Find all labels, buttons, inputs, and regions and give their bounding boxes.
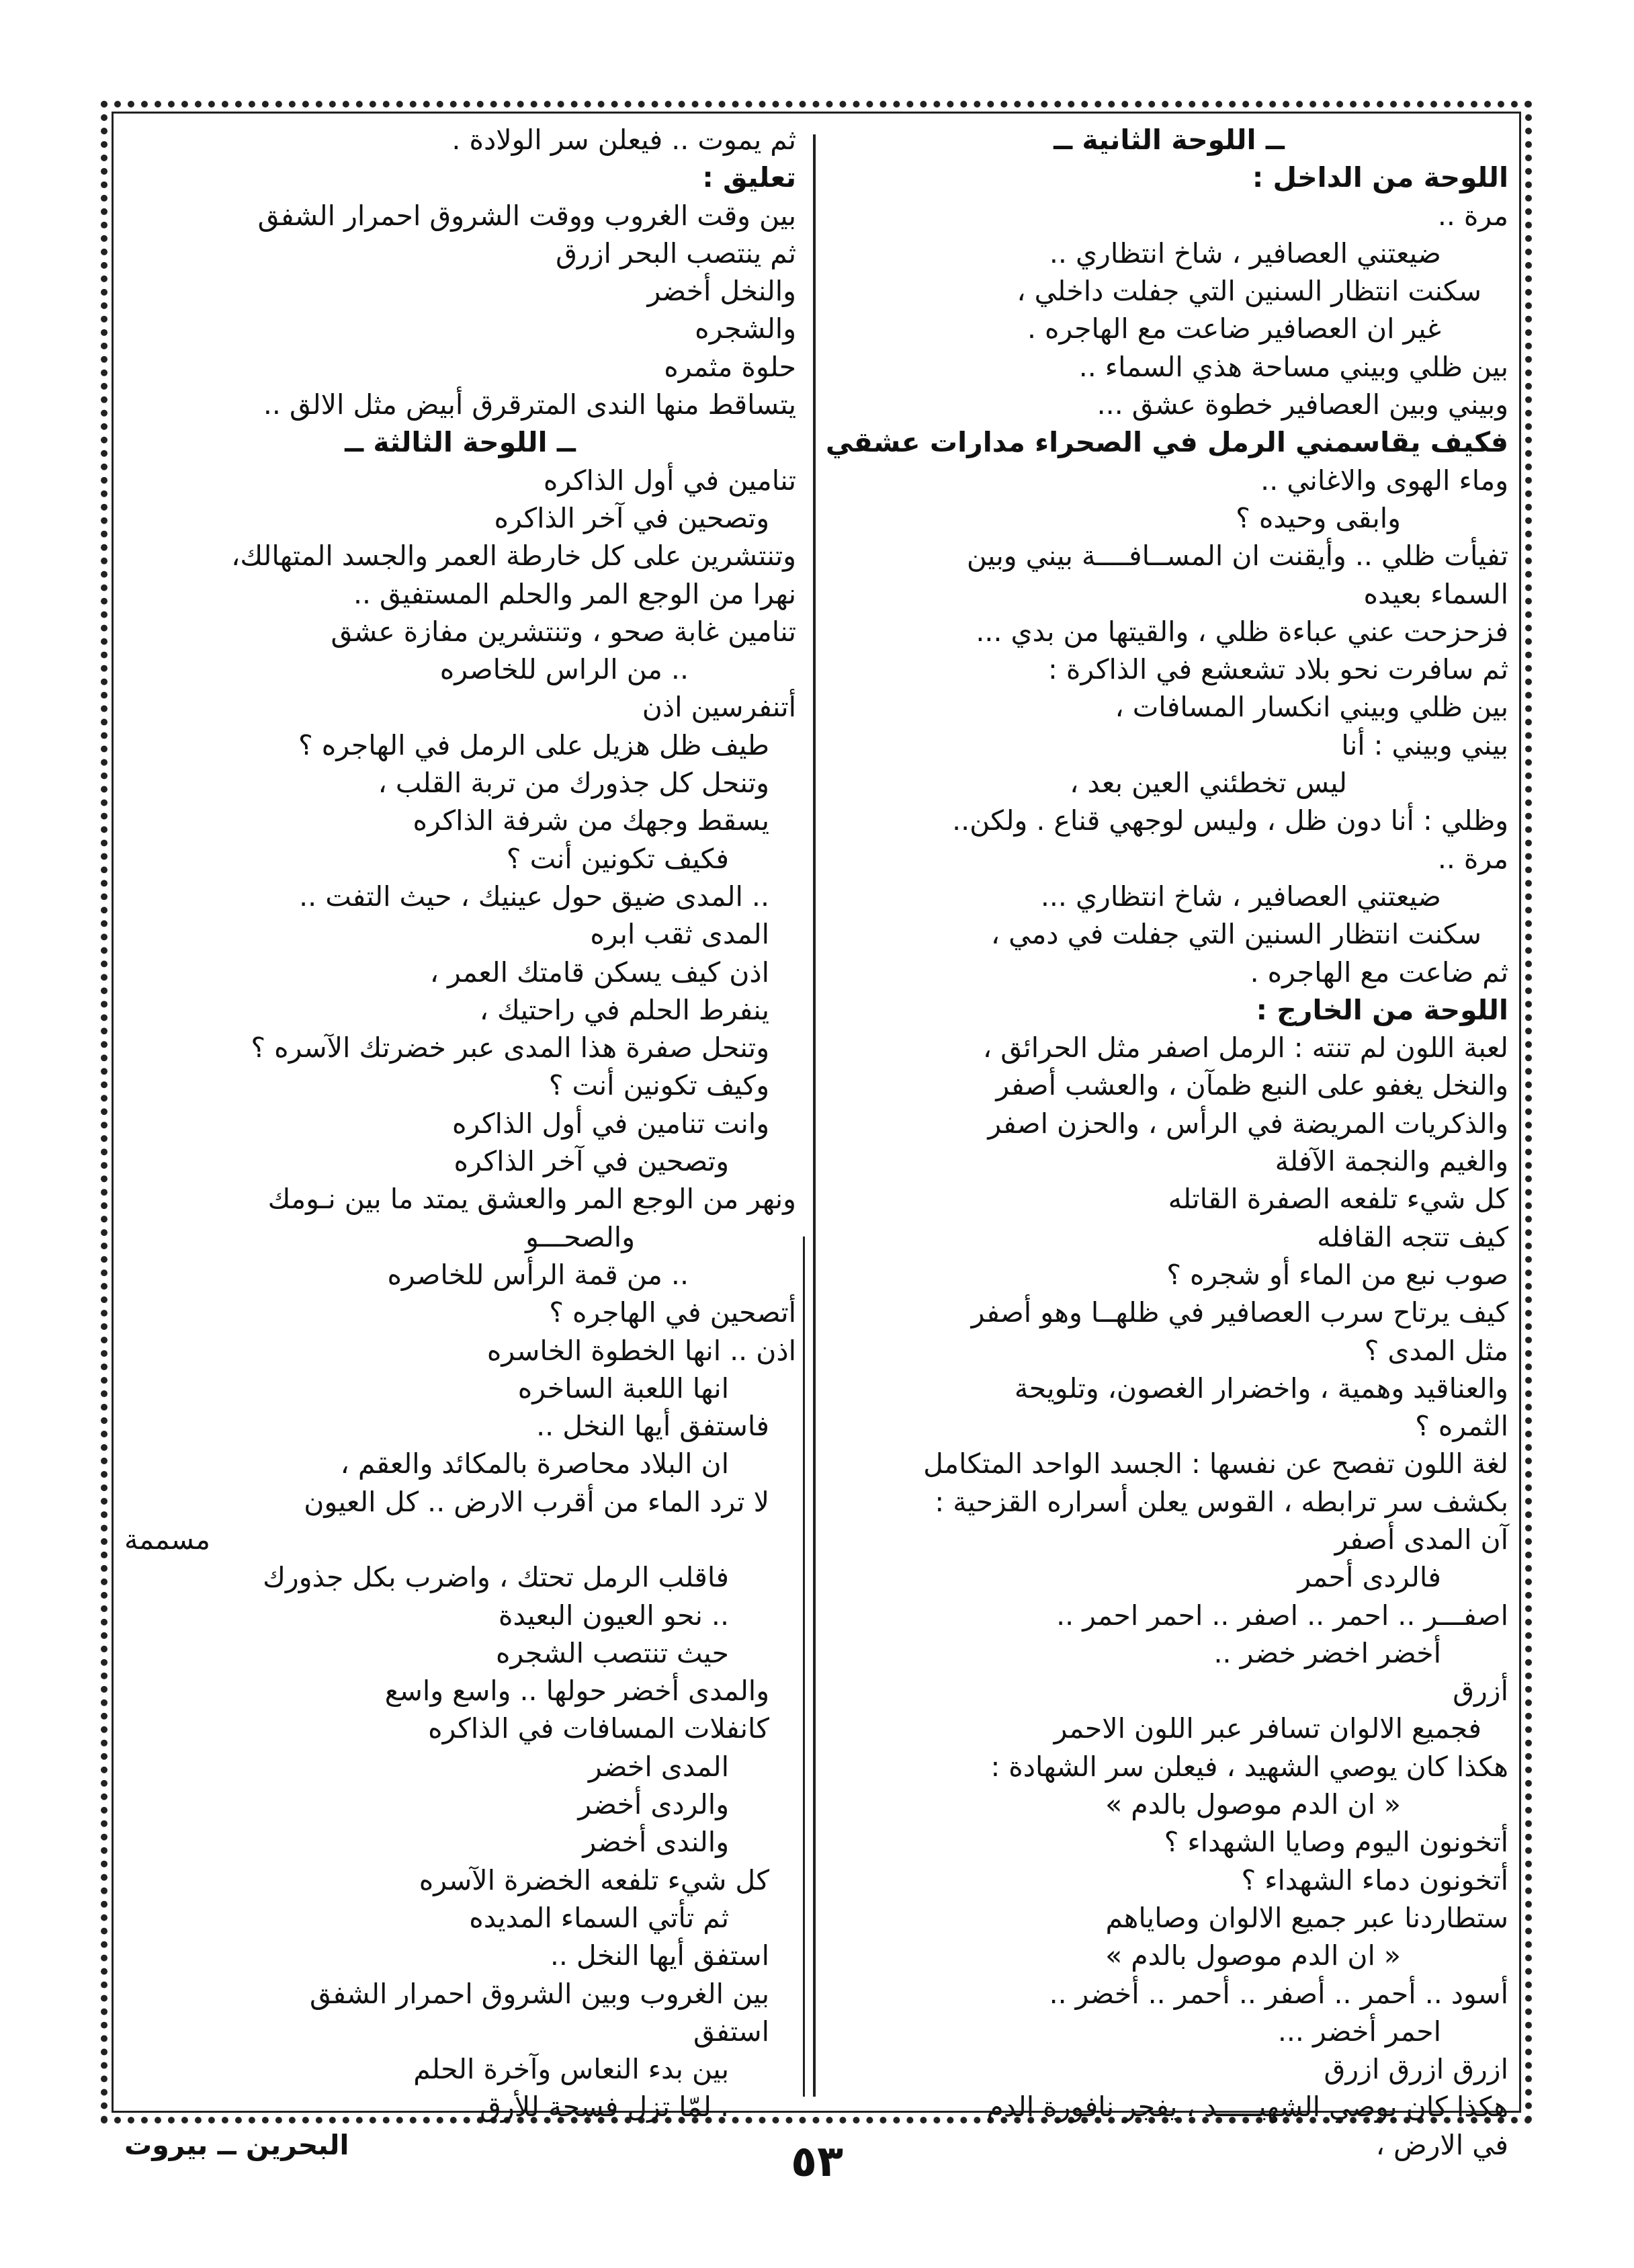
- text-line: .. من الراس للخاصره: [439, 653, 689, 686]
- text-line: احمر أخضر ...: [1277, 2015, 1441, 2048]
- text-line: كيف تتجه القافله: [1317, 1220, 1508, 1253]
- page-number: ٥٣: [790, 2137, 844, 2187]
- text-line: أسود .. أحمر .. أصفر .. أحمر .. أخضر ..: [1049, 1977, 1508, 2010]
- text-line: والنخل أخضر: [647, 275, 796, 308]
- text-line: اذن كيف يسكن قامتك العمر ،: [429, 956, 769, 989]
- text-line: والندى أخضر: [583, 1826, 729, 1859]
- text-line: صوب نبع من الماء أو شجره ؟: [1166, 1258, 1508, 1291]
- text-line: كانفلات المسافات في الذاكره: [428, 1712, 769, 1745]
- text-line: أتخونون اليوم وصايا الشهداء ؟: [1164, 1826, 1508, 1859]
- text-line: كل شيء تلفعه الخضرة الآسره: [419, 1863, 769, 1896]
- text-line: ان البلاد محاصرة بالمكائد والعقم ،: [340, 1447, 729, 1480]
- text-line: ثم تأتي السماء المديده: [469, 1901, 729, 1934]
- text-line: اللوحة من الداخل :: [1252, 161, 1508, 194]
- text-line: أزرق: [1453, 1675, 1508, 1708]
- text-line: ونهر من الوجع المر والعشق يمتد ما بين نـومك: [267, 1183, 796, 1216]
- text-line: والنخل يغفو على النبع ظمآن ، والعشب أصفر: [996, 1069, 1508, 1102]
- text-line: انها اللعبة الساخره: [517, 1372, 729, 1404]
- text-line: .. المدى ضيق حول عينيك ، حيث التفت ..: [299, 880, 769, 913]
- text-line: .. نحو العيون البعيدة: [499, 1599, 729, 1632]
- text-line: وتنحل صفرة هذا المدى عبر خضرتك الآسره ؟: [251, 1032, 769, 1064]
- text-line: وتنحل كل جذورك من تربة القلب ،: [378, 767, 769, 800]
- text-line: لغة اللون تفصح عن نفسها : الجسد الواحد المتكامل: [923, 1447, 1508, 1480]
- text-line: والعناقيد وهمية ، واخضرار الغصون، وتلويحة: [1014, 1372, 1508, 1404]
- text-line: فالردى أحمر: [1297, 1561, 1441, 1594]
- text-line: تفيأت ظلي .. وأيقنت ان المســافــــة بيني وبين: [966, 540, 1508, 573]
- text-line: اذن .. انها الخطوة الخاسره: [486, 1334, 796, 1367]
- text-line: كيف يرتاح سرب العصافير في ظلهــا وهو أصفر: [971, 1296, 1508, 1329]
- text-line: فكيف يقاسمني الرمل في الصحراء مدارات عشقي: [825, 426, 1508, 459]
- text-line: مرة ..: [1437, 842, 1508, 875]
- text-line: وكيف تكونين أنت ؟: [548, 1069, 769, 1102]
- text-line: وبيني وبين العصافير خطوة عشق ...: [1096, 388, 1508, 421]
- text-line: والصحـــو: [525, 1220, 635, 1253]
- text-line: مسممة: [124, 1523, 210, 1556]
- text-line: نهرا من الوجع المر والحلم المستفيق ..: [353, 577, 796, 610]
- text-line: بين الغروب وبين الشروق احمرار الشفق: [310, 1977, 769, 2010]
- text-line: بين وقت الغروب ووقت الشروق احمرار الشفق: [257, 199, 796, 232]
- text-line: ازرق ازرق ازرق: [1324, 2053, 1508, 2086]
- text-line: اصفـــر .. احمر .. اصفر .. احمر احمر ..: [1056, 1599, 1508, 1632]
- column-divider-secondary: [803, 1236, 805, 2097]
- text-line: .. من قمة الرأس للخاصره: [387, 1258, 689, 1291]
- text-line: سكنت انتظار السنين التي جفلت في دمي ،: [990, 918, 1481, 951]
- text-line: ضيعتني العصافير ، شاخ انتظاري ...: [1040, 880, 1441, 913]
- text-line: تعليق :: [702, 161, 796, 194]
- text-line: تنامين في أول الذاكره: [543, 464, 796, 497]
- text-line: فاستفق أيها النخل ..: [536, 1410, 769, 1443]
- column-divider: [813, 134, 816, 2097]
- text-line: استفق: [693, 2015, 769, 2048]
- text-line: بين بدء النعاس وآخرة الحلم: [413, 2053, 729, 2086]
- text-line: هكذا كان يوصي الشهيد ، فيعلن سر الشهادة :: [990, 1750, 1508, 1783]
- text-line: فكيف تكونين أنت ؟: [506, 842, 729, 875]
- text-line: والردى أخضر: [578, 1788, 729, 1821]
- text-line: والمدى أخضر حولها .. واسع واسع: [384, 1675, 769, 1708]
- text-line: والذكريات المريضة في الرأس ، والحزن اصفر: [988, 1107, 1508, 1140]
- text-line: المدى ثقب ابره: [590, 918, 769, 951]
- text-line: « ان الدم موصول بالدم »: [1105, 1788, 1401, 1821]
- text-line: ــ اللوحة الثانية ــ: [1054, 124, 1285, 156]
- text-line: وتصحين في آخر الذاكره: [454, 1145, 729, 1178]
- text-line: غير ان العصافير ضاعت مع الهاجره .: [1027, 312, 1441, 345]
- text-line: مرة ..: [1437, 199, 1508, 232]
- text-line: مثل المدى ؟: [1364, 1334, 1508, 1367]
- text-line: أخضر اخضر خضر ..: [1213, 1636, 1441, 1669]
- text-line: وابقى وحيده ؟: [1236, 501, 1401, 534]
- text-line: بيني وبيني : أنا: [1341, 728, 1508, 761]
- text-line: آن المدى أصفر: [1334, 1523, 1508, 1556]
- text-line: ينفرط الحلم في راحتيك ،: [479, 993, 769, 1026]
- text-line: بين ظلي وبيني انكسار المسافات ،: [1115, 691, 1508, 724]
- text-line: اللوحة من الخارج :: [1256, 993, 1508, 1026]
- text-line: بين ظلي وبيني مساحة هذي السماء ..: [1078, 350, 1508, 383]
- text-line: لا ترد الماء من أقرب الارض .. كل العيون: [304, 1485, 769, 1518]
- text-line: سكنت انتظار السنين التي جفلت داخلي ،: [1017, 275, 1481, 308]
- text-line: حيث تنتصب الشجره: [495, 1636, 729, 1669]
- text-line: ثم ينتصب البحر ازرق: [556, 237, 796, 269]
- text-line: . لمّا تزل فسحة للأرق: [480, 2091, 729, 2124]
- text-line: يسقط وجهك من شرفة الذاكره: [413, 804, 769, 837]
- text-line: المدى اخضر: [588, 1750, 729, 1783]
- text-line: وتصحين في آخر الذاكره: [494, 501, 769, 534]
- text-line: والغيم والنجمة الآفلة: [1275, 1145, 1508, 1178]
- text-line: فجميع الالوان تسافر عبر اللون الاحمر: [1054, 1712, 1481, 1745]
- text-line: حلوة مثمره: [664, 350, 796, 383]
- text-line: كل شيء تلفعه الصفرة القاتله: [1168, 1183, 1508, 1216]
- text-line: وظلي : أنا دون ظل ، وليس لوجهي قناع . ولكن..: [952, 804, 1508, 837]
- text-line: أتخونون دماء الشهداء ؟: [1241, 1863, 1508, 1896]
- text-line: ضيعتني العصافير ، شاخ انتظاري ..: [1049, 237, 1441, 269]
- text-line: في الارض ،: [1375, 2128, 1508, 2161]
- text-line: وتنتشرين على كل خارطة العمر والجسد المتهالك،: [231, 540, 796, 573]
- text-line: فزحزحت عني عباءة ظلي ، والقيتها من بدي ...: [976, 615, 1508, 648]
- text-line: فاقلب الرمل تحتك ، واضرب بكل جذورك: [263, 1561, 729, 1594]
- text-line: بكشف سر ترابطه ، القوس يعلن أسراره القزحية :: [935, 1485, 1508, 1518]
- text-line: وماء الهوى والاغاني ..: [1260, 464, 1508, 497]
- text-line: ثم يموت .. فيعلن سر الولادة .: [452, 124, 796, 156]
- text-line: البحرين ــ بيروت: [124, 2128, 349, 2161]
- text-line: طيف ظل هزيل على الرمل في الهاجره ؟: [298, 728, 769, 761]
- text-line: استفق أيها النخل ..: [550, 1939, 769, 1972]
- text-line: ثم ضاعت مع الهاجره .: [1250, 956, 1508, 989]
- text-line: الثمره ؟: [1415, 1410, 1508, 1443]
- text-line: تنامين غابة صحو ، وتنتشرين مفازة عشق: [331, 615, 796, 648]
- text-line: لعبة اللون لم تنته : الرمل اصفر مثل الحرائق ،: [982, 1032, 1508, 1064]
- text-line: والشجره: [695, 312, 796, 345]
- text-line: هكذا كان يوصي الشهيـــــد ، يفجر نافورة الدم: [986, 2091, 1508, 2124]
- text-line: ليس تخطئني العين بعد ،: [1070, 767, 1347, 800]
- left-column: [124, 121, 803, 2161]
- text-line: « ان الدم موصول بالدم »: [1105, 1939, 1401, 1972]
- text-line: أتصحين في الهاجره ؟: [549, 1296, 796, 1329]
- text-line: أتنفرسين اذن: [642, 691, 796, 724]
- text-line: يتساقط منها الندى المترقرق أبيض مثل الالق ..: [263, 388, 796, 421]
- text-line: ستطاردنا عبر جميع الالوان وصاياهم: [1105, 1901, 1508, 1934]
- text-line: وانت تنامين في أول الذاكره: [452, 1107, 769, 1140]
- text-line: ثم سافرت نحو بلاد تشعشع في الذاكرة :: [1048, 653, 1508, 686]
- text-line: ــ اللوحة الثالثة ــ: [345, 426, 576, 459]
- text-line: السماء بعيده: [1363, 577, 1508, 610]
- right-column: [825, 121, 1515, 2161]
